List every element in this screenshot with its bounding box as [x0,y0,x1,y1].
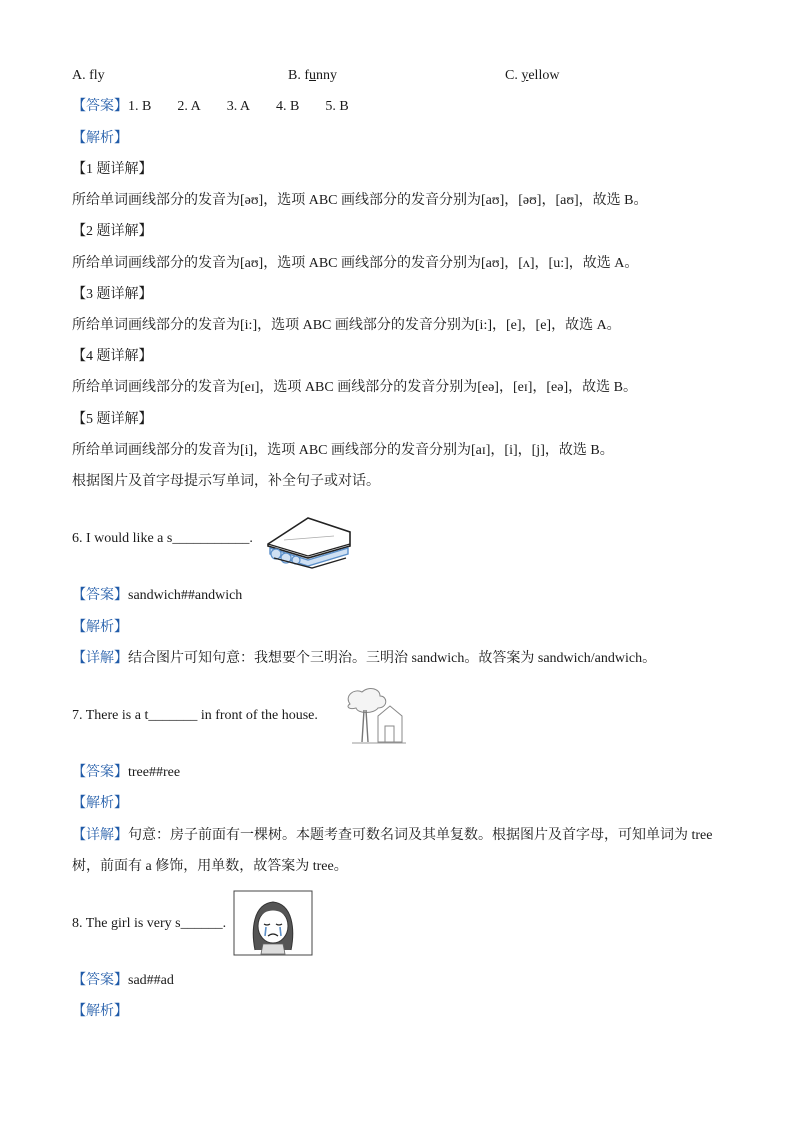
detail-text: 所给单词画线部分的发音为[i:]，选项 ABC 画线部分的发音分别为[i:]，[e]，[e]，故选 A。 [72,318,621,333]
answer-item: 3. A [226,99,251,114]
detail-text: 所给单词画线部分的发音为[aʊ]，选项 ABC 画线部分的发音分别为[aʊ]，[ʌ]，[u:]，故选 A。 [72,256,639,271]
question-7-answer: 【答案】tree##ree [72,765,181,780]
tree-house-image [344,686,408,746]
question-6-answer: 【答案】sandwich##andwich [72,588,243,603]
question-6-detail: 【详解】结合图片可知句意：我想要个三明治。三明治 sandwich。故答案为 sandwich/andwich。 [72,651,657,666]
crying-girl-image [233,890,313,956]
detail-heading: 【5 题详解】 [72,412,153,427]
answer-item: 2. A [177,99,201,114]
option-c: C. yellow [505,68,560,83]
detail-heading: 【4 题详解】 [72,349,153,364]
question-8-answer: 【答案】sad##ad [72,973,174,988]
answer-item: 1. B [128,99,152,114]
section-instruction: 根据图片及首字母提示写单词，补全句子或对话。 [72,474,380,489]
answer-row [72,98,349,116]
question-8-analysis-tag: 【解析】 [72,1004,128,1019]
detail-heading: 【1 题详解】 [72,162,153,177]
question-7-detail-cont: 树，前面有 a 修饰，用单数，故答案为 tree。 [72,859,348,874]
question-8-sentence: 8. The girl is very s______. [72,916,227,931]
answer-item: 4. B [276,99,300,114]
answer-item: 5. B [325,99,349,114]
question-7-analysis-tag: 【解析】 [72,796,128,811]
detail-heading: 【2 题详解】 [72,224,153,239]
question-6-sentence: 6. I would like a s___________. [72,531,253,546]
analysis-tag: 【解析】 [72,131,128,146]
option-b: B. funny [288,68,338,83]
question-7-sentence: 7. There is a t_______ in front of the house. [72,708,318,723]
detail-heading: 【3 题详解】 [72,287,153,302]
detail-text: 所给单词画线部分的发音为[əʊ]，选项 ABC 画线部分的发音分别为[aʊ]，[əʊ]，[aʊ]，故选 B。 [72,193,648,208]
question-6-analysis-tag: 【解析】 [72,620,128,635]
detail-text: 所给单词画线部分的发音为[i]，选项 ABC 画线部分的发音分别为[aɪ]，[i]，[j]，故选 B。 [72,443,614,458]
sandwich-image [264,514,354,570]
option-a: A. fly [72,68,105,83]
question-7-detail: 【详解】句意：房子前面有一棵树。本题考查可数名词及其单复数。根据图片及首字母，可知单词为 tree [72,828,713,843]
detail-text: 所给单词画线部分的发音为[eɪ]，选项 ABC 画线部分的发音分别为[eə]，[eɪ]，[eə]，故选 B。 [72,380,637,395]
answer-tag: 【答案】 [72,99,128,114]
